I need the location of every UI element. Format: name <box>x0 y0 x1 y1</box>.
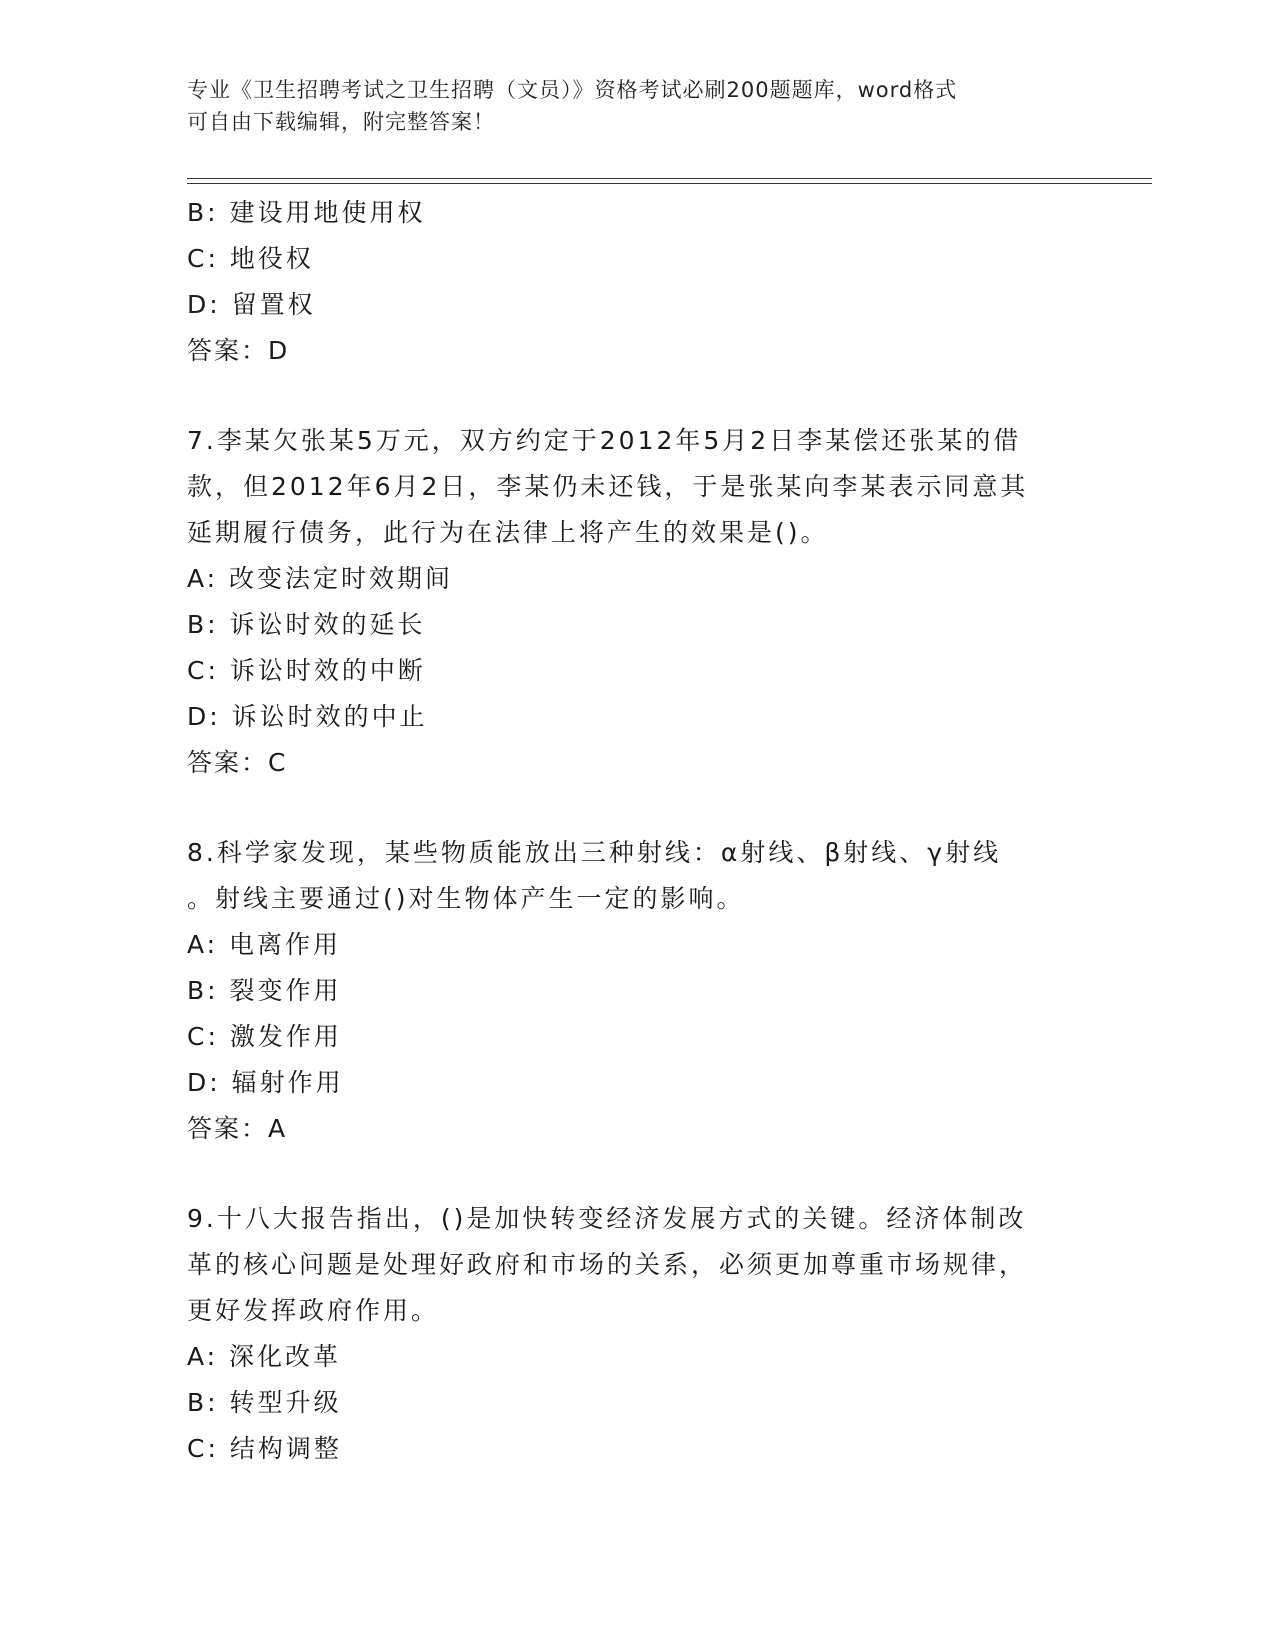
option-d: D: 留置权 <box>187 290 316 319</box>
option-c: C: 地役权 <box>187 244 314 273</box>
option-a: A: 改变法定时效期间 <box>187 564 454 593</box>
question-list <box>187 190 1087 1472</box>
option-b: B: 转型升级 <box>187 1388 342 1417</box>
option-c: C: 结构调整 <box>187 1434 342 1463</box>
page-header <box>187 74 1067 138</box>
question-text-line: 更好发挥政府作用。 <box>187 1296 440 1325</box>
option-c: C: 激发作用 <box>187 1022 342 1051</box>
option-b: B: 建设用地使用权 <box>187 198 426 227</box>
option-a: A: 深化改革 <box>187 1342 342 1371</box>
option-a: A: 电离作用 <box>187 930 342 959</box>
answer-line: 答案：D <box>187 336 290 365</box>
question-text-line: 延期履行债务，此行为在法律上将产生的效果是()。 <box>187 518 829 547</box>
option-c: C: 诉讼时效的中断 <box>187 656 426 685</box>
question-7 <box>187 418 1087 786</box>
question-text-line: 9.十八大报告指出，()是加快转变经济发展方式的关键。经济体制改 <box>187 1204 1027 1233</box>
header-divider-bottom <box>187 183 1152 184</box>
question-8 <box>187 830 1087 1152</box>
option-d: D: 诉讼时效的中止 <box>187 702 428 731</box>
answer-line: 答案：C <box>187 748 288 777</box>
header-divider-top <box>187 178 1152 179</box>
question-text-line: 。射线主要通过()对生物体产生一定的影响。 <box>187 884 745 913</box>
question-text-line: 7.李某欠张某5万元，双方约定于2012年5月2日李某偿还张某的借 <box>187 426 1022 455</box>
option-d: D: 辐射作用 <box>187 1068 344 1097</box>
question-text-line: 8.科学家发现，某些物质能放出三种射线：α射线、β射线、γ射线 <box>187 838 1002 867</box>
option-b: B: 裂变作用 <box>187 976 342 1005</box>
header-line-2: 可自由下载编辑，附完整答案！ <box>187 110 495 134</box>
question-text-line: 款，但2012年6月2日，李某仍未还钱，于是张某向李某表示同意其 <box>187 472 1029 501</box>
question-text-line: 革的核心问题是处理好政府和市场的关系，必须更加尊重市场规律， <box>187 1250 1028 1279</box>
prev-question-block <box>187 190 1087 374</box>
question-9 <box>187 1196 1087 1472</box>
answer-line: 答案：A <box>187 1114 288 1143</box>
header-line-1: 专业《卫生招聘考试之卫生招聘（文员）》资格考试必刷200题题库，word格式 <box>187 78 958 102</box>
option-b: B: 诉讼时效的延长 <box>187 610 426 639</box>
